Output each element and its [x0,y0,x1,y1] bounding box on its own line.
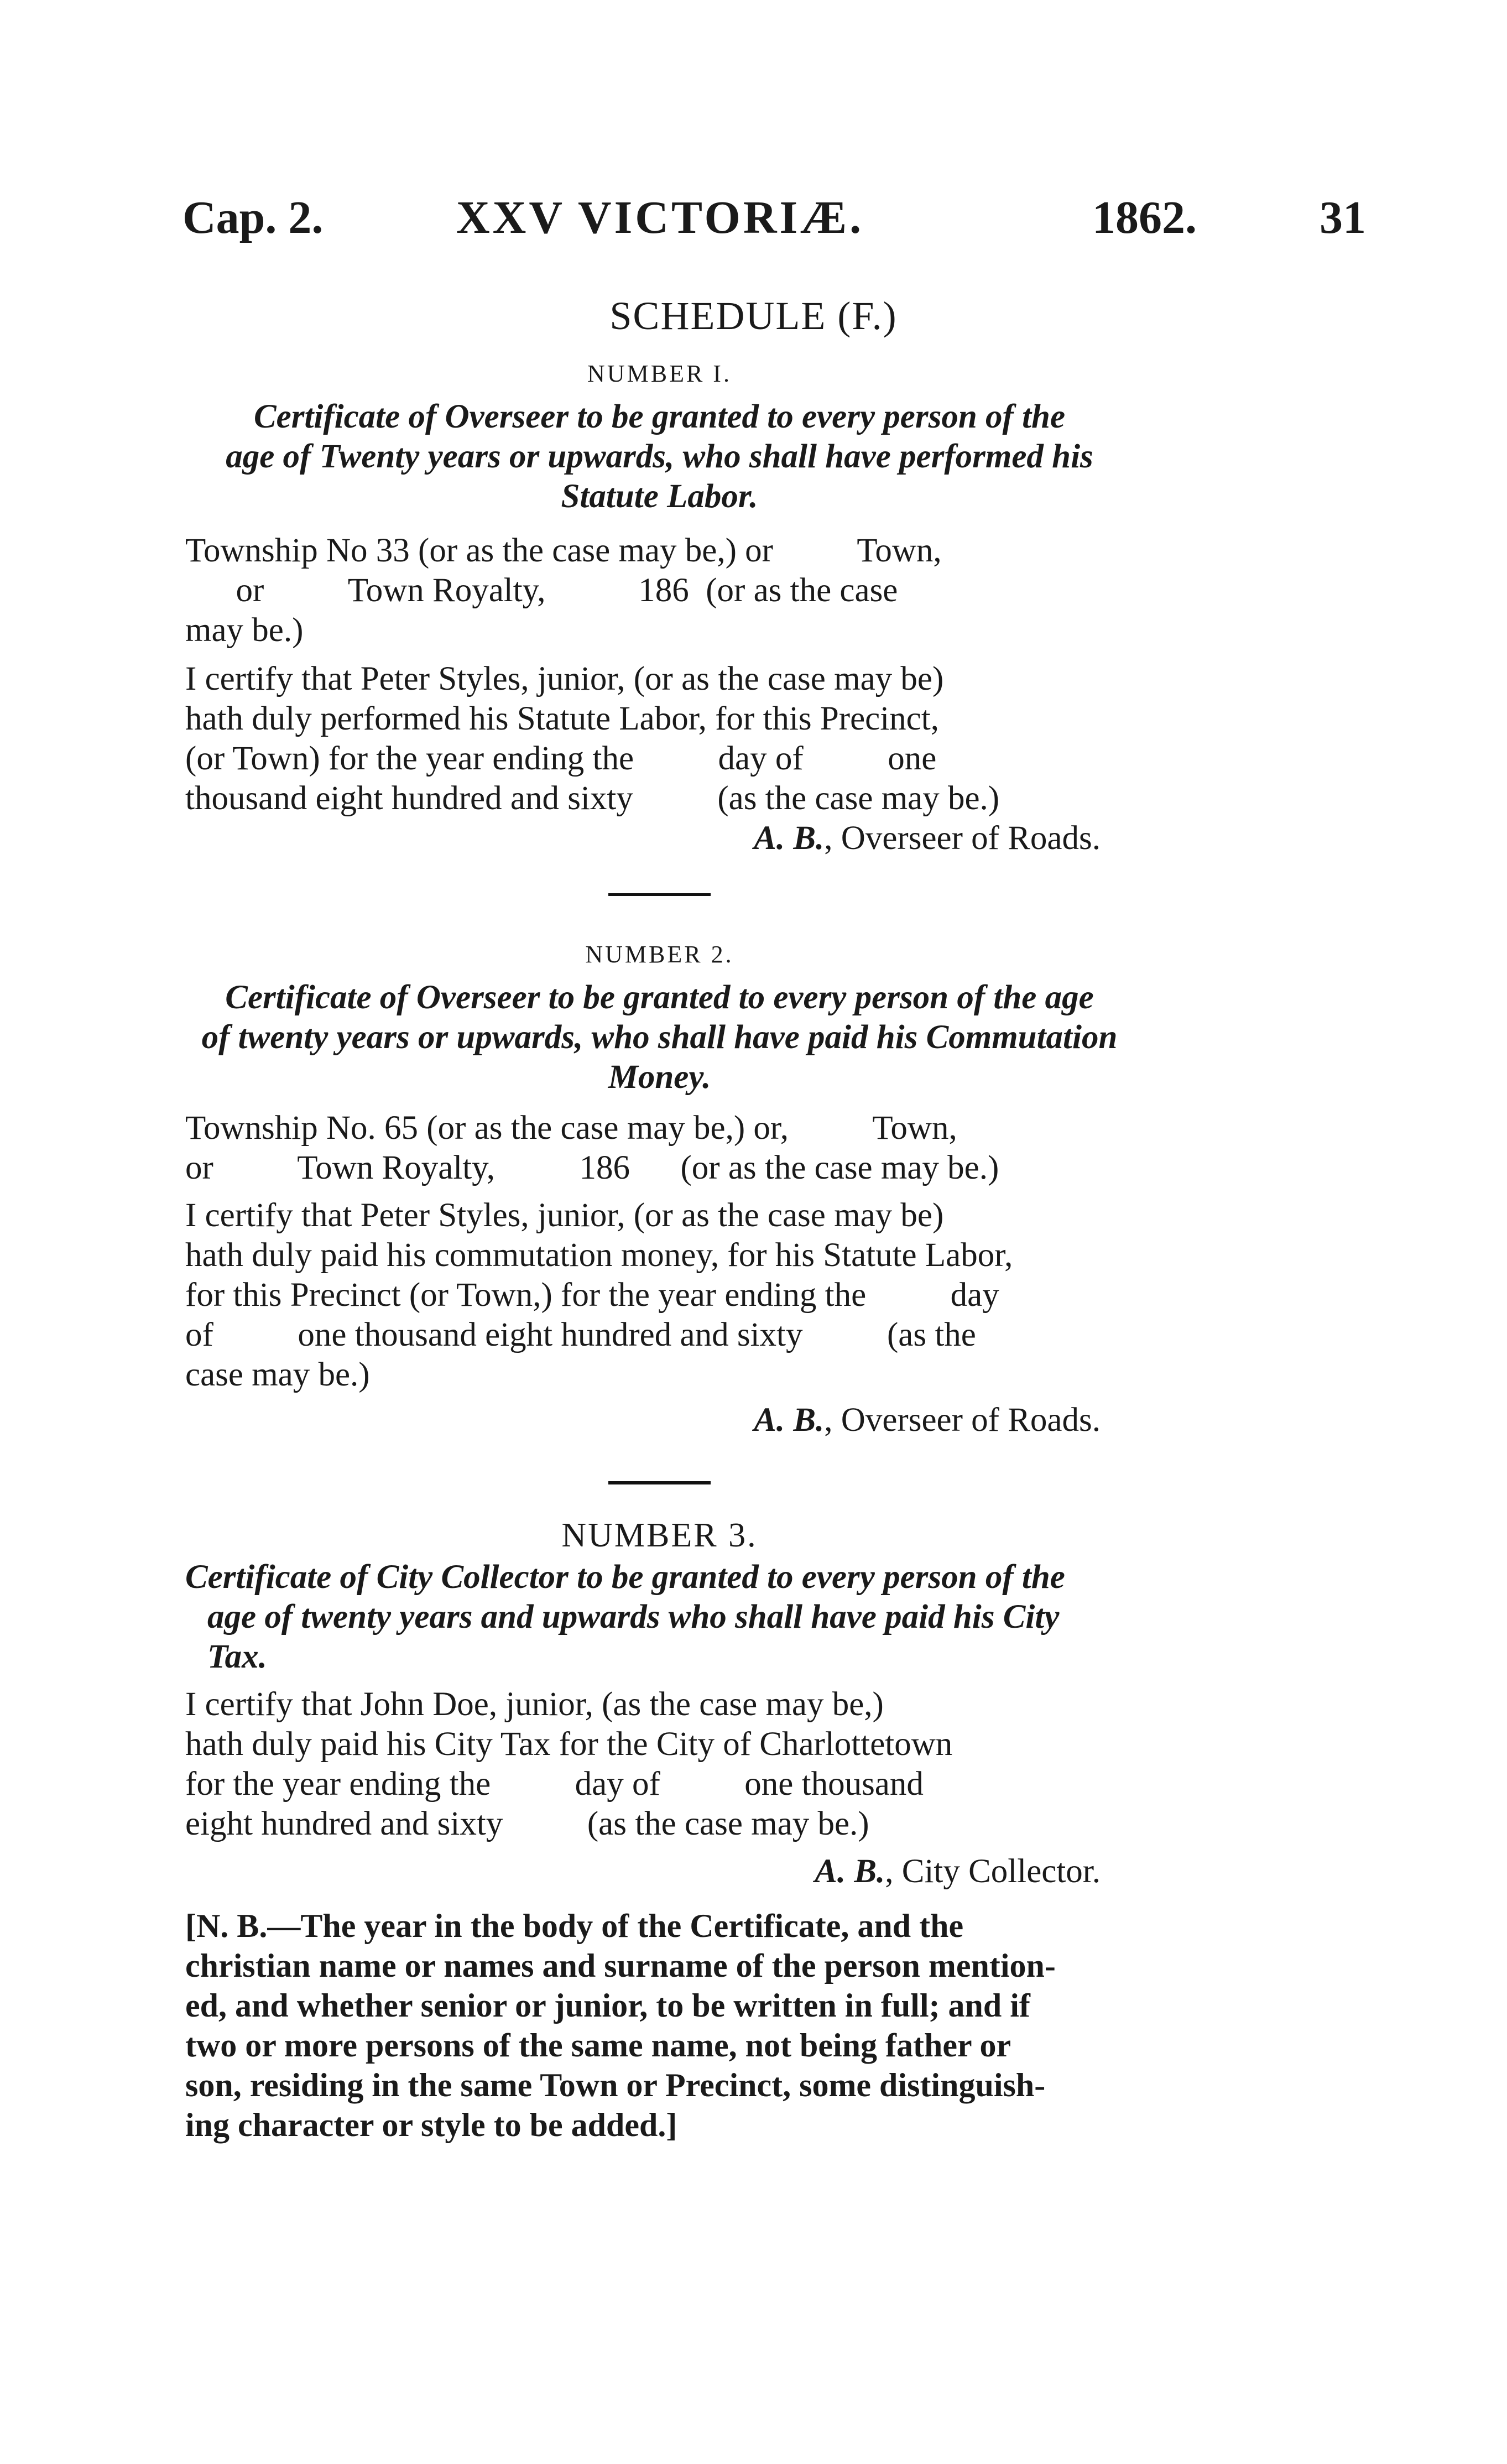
section-caption [185,397,1134,517]
township-heading [185,531,1134,650]
caption-line: Certificate of City Collector to be granted to every person of the [185,1559,1065,1596]
signature-title: , Overseer of Roads. [824,1402,1101,1439]
year-label: 1862. [1092,192,1197,243]
body-line: eight hundred and sixty (as the case may be.) [185,1805,869,1842]
caption-line: Tax. [207,1638,267,1675]
caption-line: of twenty years or upwards, who shall have paid his Commutation [201,1019,1118,1056]
signature-title: , Overseer of Roads. [824,820,1101,857]
township-heading [185,1108,1134,1188]
certificate-body [185,1685,1134,1844]
statute-title: XXV VICTORIÆ. [456,192,864,243]
signature-name: A. B. [754,820,825,857]
certificate-body [185,659,1134,819]
section-number: NUMBER I. [587,360,732,387]
note-line: ed, and whether senior or junior, to be written in full; and if [185,1987,1030,2024]
caption-line: Statute Labor. [561,478,758,515]
heading-line: may be.) [185,612,304,649]
caption-line: age of twenty years and upwards who shall have paid his City [207,1598,1060,1635]
signature-name: A. B. [754,1402,825,1439]
signature-name: A. B. [815,1853,885,1890]
section-number: NUMBER 2. [585,941,734,968]
caption-line: age of Twenty years or upwards, who shall have performed his [226,438,1093,475]
heading-line: Township No. 65 (or as the case may be,) or, Town, [185,1109,957,1147]
signature [185,1400,1134,1440]
section-number: NUMBER 3. [561,1517,758,1554]
nota-bene [185,1906,1134,2145]
body-line: for the year ending the day of one thousand [185,1765,924,1803]
body-line: for this Precinct (or Town,) for the year ending the day [185,1277,999,1314]
body-line: case may be.) [185,1356,370,1393]
certificate-body [185,1196,1134,1395]
body-line: hath duly paid his City Tax for the City of Charlottetown [185,1726,953,1763]
caption-line: Money. [608,1059,711,1096]
body-line: of one thousand eight hundred and sixty (as the [185,1316,976,1353]
note-line: ing character or style to be added.] [185,2107,677,2143]
signature-title: , City Collector. [885,1853,1101,1890]
page-number: 31 [1320,192,1366,243]
note-line: son, residing in the same Town or Precinct, some distinguish- [185,2067,1046,2103]
note-line: [N. B.—The year in the body of the Certificate, and the [185,1908,964,1944]
body-line: hath duly performed his Statute Labor, for this Precinct, [185,700,939,737]
note-line: two or more persons of the same name, not being father or [185,2027,1011,2064]
certificate-section-1 [185,354,1134,858]
body-line: thousand eight hundred and sixty (as the case may be.) [185,780,1000,817]
section-caption [185,978,1134,1097]
section-divider [608,1481,711,1484]
heading-line: or Town Royalty, 186 (or as the case may be.) [185,1149,999,1186]
signature [185,819,1134,858]
chapter-label: Cap. 2. [182,192,324,243]
section-divider [608,893,711,896]
running-header [182,191,1366,252]
body-line: I certify that John Doe, junior, (as the case may be,) [185,1686,884,1723]
heading-line: or Town Royalty, 186 (or as the case [185,572,898,609]
caption-line: Certificate of Overseer to be granted to every person of the [253,398,1066,435]
schedule-title: SCHEDULE (F.) [609,294,898,338]
section-caption [185,1557,1134,1677]
certificate-section-2 [185,935,1134,1440]
signature [185,1852,1134,1892]
note-line: christian name or names and surname of the person mention- [185,1947,1056,1984]
caption-line: Certificate of Overseer to be granted to every person of the age [225,979,1094,1016]
body-line: (or Town) for the year ending the day of one [185,740,937,777]
heading-line: Township No 33 (or as the case may be,) or Town, [185,532,942,569]
body-line: I certify that Peter Styles, junior, (or as the case may be) [185,660,944,697]
certificate-section-3 [185,1515,1134,2145]
body-line: I certify that Peter Styles, junior, (or as the case may be) [185,1197,944,1234]
body-line: hath duly paid his commutation money, for his Statute Labor, [185,1237,1013,1274]
